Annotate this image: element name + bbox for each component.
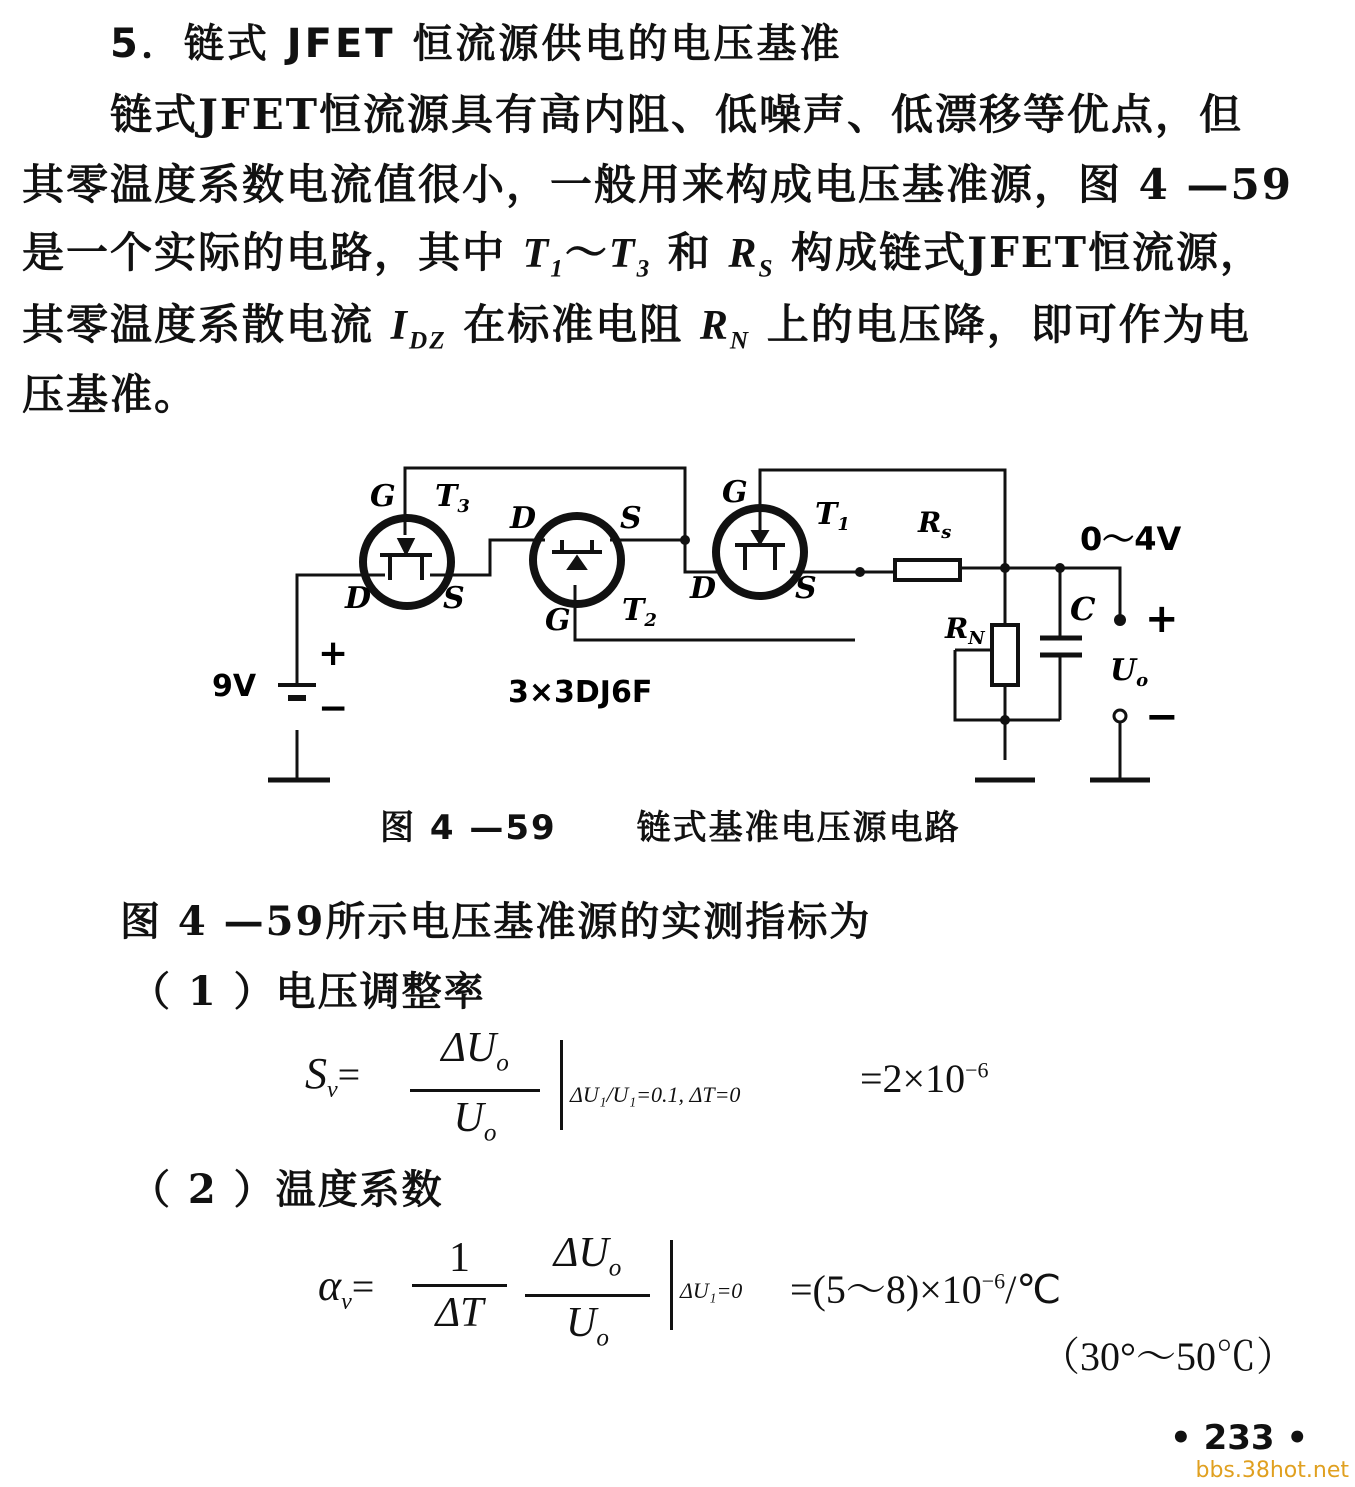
page-number: • 233 •: [1170, 1418, 1309, 1458]
item-2-lhs: [318, 1260, 374, 1316]
symbol-sub: DZ: [409, 327, 447, 355]
label-rs-base: R: [918, 506, 942, 539]
paragraph-text: 其零温度系散电流: [22, 300, 375, 349]
tilde: ～: [564, 228, 609, 277]
label-plus-battery: +: [318, 633, 349, 674]
item-1-fraction: [410, 1025, 540, 1157]
label-t1-base: T: [815, 497, 838, 532]
num-sub: o: [496, 1049, 509, 1077]
battery-symbol: [278, 685, 316, 698]
resistor-rs: [895, 560, 960, 580]
item-2-result: [790, 1258, 1061, 1315]
label-t2-base: T: [622, 593, 645, 628]
label-t3-base: T: [435, 479, 458, 514]
result-exp: −6: [965, 1057, 989, 1083]
symbol-t1: [522, 231, 565, 283]
den-base: U: [453, 1095, 484, 1142]
jfet-t3: [363, 518, 451, 606]
section-heading: 5．链式 JFET 恒流源供电的电压基准: [110, 21, 843, 67]
circuit-diagram: [0, 440, 1355, 800]
fraction-bar: [525, 1294, 650, 1297]
label-s3: S: [443, 581, 465, 616]
paragraph-line-2: 其零温度系数电流值很小，一般用来构成电压基准源，图 4 —59: [22, 160, 1293, 209]
lhs-base: S: [305, 1049, 327, 1098]
label-rn-base: R: [945, 612, 969, 645]
label-uo: [1110, 653, 1148, 691]
fraction-denominator: [410, 1095, 540, 1156]
symbol-base: T: [608, 231, 637, 277]
paragraph-line-4: [22, 292, 1251, 355]
num-sub: o: [608, 1254, 622, 1282]
label-g1: G: [722, 475, 748, 510]
label-t3: [435, 479, 470, 517]
paragraph-text: 在标准电阻: [463, 300, 684, 349]
label-rn-sub: N: [968, 628, 985, 649]
fraction-numerator: [410, 1025, 540, 1086]
item-1-label: （ 1 ）电压调整率: [130, 968, 486, 1015]
capacitor-c: [1040, 638, 1082, 655]
result-unit: /℃: [1005, 1267, 1062, 1312]
label-d1: D: [690, 571, 717, 606]
result-base: =2×10: [860, 1056, 966, 1101]
label-minus-out: −: [1145, 694, 1179, 740]
label-rn: [944, 612, 986, 649]
item-1-condition: ΔU₁/U₁=0.1, ΔT=0: [570, 1082, 741, 1107]
figure-caption: [380, 800, 961, 849]
symbol-t3: [608, 231, 652, 283]
watermark: bbs.38hot.net: [1195, 1458, 1349, 1483]
fraction-denominator: ΔT: [435, 1290, 484, 1336]
label-rs-sub: s: [941, 522, 952, 543]
num-base: ΔU: [553, 1230, 609, 1276]
paragraph-line-5: 压基准。: [22, 370, 199, 419]
label-d3: D: [345, 581, 372, 616]
den-base: U: [566, 1300, 597, 1347]
eq-sign: =: [351, 1264, 375, 1309]
paragraph-line-1: 链式JFET恒流源具有高内阻、低噪声、低漂移等优点，但: [110, 90, 1243, 139]
output-terminal-plus: [1114, 614, 1126, 626]
label-g3: G: [370, 479, 396, 514]
fraction-bar: [412, 1284, 507, 1287]
den-sub: o: [483, 1119, 497, 1147]
label-part-number: 3×3DJ6F: [508, 675, 653, 710]
result-exp: −6: [981, 1268, 1006, 1294]
output-terminal-minus: [1114, 710, 1126, 722]
label-uo-base: U: [1110, 653, 1137, 688]
lhs-sub: v: [327, 1077, 338, 1103]
fraction-bar: [410, 1089, 540, 1092]
evaluation-bar: [670, 1240, 673, 1330]
symbol-base: R: [699, 303, 730, 349]
item-2-condition: ΔU₁=0: [680, 1278, 743, 1303]
label-uo-sub: o: [1136, 670, 1149, 691]
lhs-sub: v: [341, 1289, 352, 1315]
figure-title: 链式基准电压源电路: [636, 808, 961, 848]
label-plus-out: +: [1145, 596, 1179, 642]
metrics-intro: 图 4 —59所示电压基准源的实测指标为: [120, 898, 872, 945]
label-d2: D: [510, 501, 537, 536]
item-1-lhs: [305, 1048, 360, 1104]
evaluation-bar: [560, 1040, 563, 1130]
symbol-rn: [699, 303, 751, 355]
fraction-numerator: [525, 1230, 650, 1291]
symbol-base: T: [522, 231, 551, 277]
wire-t1-gate: [760, 470, 1005, 565]
label-rs: [917, 506, 951, 543]
label-t3-sub: 3: [457, 496, 470, 517]
label-t1-sub: 1: [837, 514, 850, 535]
figure-number: 图 4 —59: [380, 808, 557, 848]
symbol-base: R: [728, 231, 759, 277]
label-s1: S: [795, 571, 817, 606]
label-g2: G: [545, 603, 571, 638]
label-minus-battery: −: [318, 688, 349, 729]
paragraph-line-3: [22, 220, 1264, 283]
fraction-denominator: [525, 1300, 650, 1361]
symbol-rs: [728, 231, 775, 283]
num-base: ΔU: [441, 1025, 497, 1071]
item-2-range: （30°～50℃）: [1040, 1334, 1296, 1379]
symbol-base: I: [390, 303, 409, 349]
label-t2: [622, 593, 657, 631]
fraction-numerator: 1: [449, 1235, 470, 1281]
symbol-sub: S: [758, 255, 775, 283]
paragraph-text: 上的电压降，即可作为电: [766, 300, 1251, 349]
result-base: =(5～8)×10: [790, 1267, 982, 1312]
item-2-fraction-1: [412, 1235, 507, 1336]
label-t1: [815, 497, 850, 535]
resistor-rn: [992, 625, 1018, 685]
den-sub: o: [596, 1324, 609, 1352]
item-2-fraction-2: [525, 1230, 650, 1362]
label-s2: S: [620, 501, 642, 536]
paragraph-text: 是一个实际的电路，其中: [22, 228, 507, 277]
label-vrange: 0～4V: [1080, 520, 1182, 558]
item-2-label: （ 2 ）温度系数: [130, 1166, 444, 1213]
item-1-result: [860, 1055, 989, 1102]
label-t2-sub: 2: [644, 610, 657, 631]
symbol-idz: [390, 303, 447, 355]
paragraph-text: 构成链式JFET恒流源，: [791, 228, 1265, 277]
label-c: C: [1070, 590, 1096, 628]
symbol-sub: N: [729, 327, 751, 355]
eq-sign: =: [337, 1052, 361, 1097]
label-battery: 9V: [212, 669, 257, 704]
lhs-base: α: [318, 1261, 342, 1310]
paragraph-text: 和: [667, 228, 712, 277]
symbol-sub: 1: [550, 255, 565, 283]
symbol-sub: 3: [636, 255, 652, 283]
